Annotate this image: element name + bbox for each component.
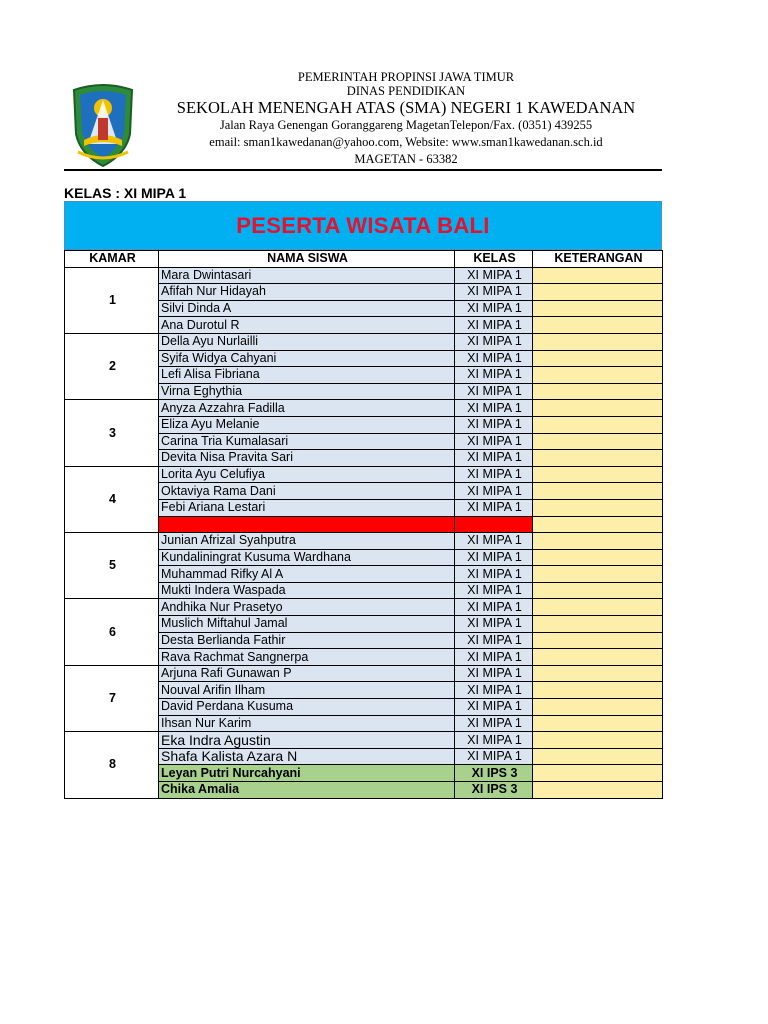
student-name-cell: Desta Berlianda Fathir <box>159 632 455 649</box>
student-name-cell <box>159 516 455 533</box>
contact-line: email: sman1kawedanan@yahoo.com, Website: www.sman1kawedanan.sch.id <box>209 135 603 149</box>
note-cell <box>533 599 663 616</box>
note-cell <box>533 383 663 400</box>
class-cell: XI MIPA 1 <box>455 499 533 516</box>
note-cell <box>533 333 663 350</box>
note-cell <box>533 682 663 699</box>
class-cell: XI MIPA 1 <box>455 582 533 599</box>
header-nama: NAMA SISWA <box>159 251 455 268</box>
room-number-cell: 2 <box>65 333 159 399</box>
student-name-cell: Muslich Miftahul Jamal <box>159 616 455 633</box>
student-name-cell: Anyza Azzahra Fadilla <box>159 400 455 417</box>
table-header-row <box>65 251 663 268</box>
class-cell: XI MIPA 1 <box>455 466 533 483</box>
room-number-cell: 6 <box>65 599 159 665</box>
class-cell: XI MIPA 1 <box>455 416 533 433</box>
note-cell <box>533 267 663 284</box>
class-cell: XI MIPA 1 <box>455 533 533 550</box>
note-cell <box>533 433 663 450</box>
room-number-cell: 7 <box>65 665 159 731</box>
class-cell: XI MIPA 1 <box>455 665 533 682</box>
class-cell: XI MIPA 1 <box>455 682 533 699</box>
student-name-cell: Afifah Nur Hidayah <box>159 284 455 301</box>
note-cell <box>533 665 663 682</box>
header-kelas: KELAS <box>455 251 533 268</box>
student-name-cell: David Perdana Kusuma <box>159 699 455 716</box>
table-row <box>65 333 663 350</box>
class-cell <box>455 516 533 533</box>
class-cell: XI MIPA 1 <box>455 267 533 284</box>
class-cell: XI MIPA 1 <box>455 400 533 417</box>
department-line: DINAS PENDIDIKAN <box>346 84 466 98</box>
student-name-cell: Febi Ariana Lestari <box>159 499 455 516</box>
class-cell: XI MIPA 1 <box>455 748 533 765</box>
student-name-cell: Eliza Ayu Melanie <box>159 416 455 433</box>
class-cell: XI MIPA 1 <box>455 433 533 450</box>
student-name-cell: Nouval Arifin Ilham <box>159 682 455 699</box>
note-cell <box>533 566 663 583</box>
table-row <box>65 599 663 616</box>
class-cell: XI MIPA 1 <box>455 383 533 400</box>
student-name-cell: Arjuna Rafi Gunawan P <box>159 665 455 682</box>
student-name-cell: Virna Eghythia <box>159 383 455 400</box>
table-row <box>65 466 663 483</box>
note-cell <box>533 533 663 550</box>
letterhead <box>64 66 662 170</box>
student-name-cell: Junian Afrizal Syahputra <box>159 533 455 550</box>
student-name-cell: Kundaliningrat Kusuma Wardhana <box>159 549 455 566</box>
student-name-cell: Andhika Nur Prasetyo <box>159 599 455 616</box>
student-name-cell: Ana Durotul R <box>159 317 455 334</box>
student-name-cell: Oktaviya Rama Dani <box>159 483 455 500</box>
room-number-cell: 4 <box>65 466 159 532</box>
student-name-cell: Rava Rachmat Sangnerpa <box>159 649 455 666</box>
header-keterangan: KETERANGAN <box>533 251 663 268</box>
student-name-cell: Devita Nisa Pravita Sari <box>159 450 455 467</box>
note-cell <box>533 748 663 765</box>
student-name-cell: Carina Tria Kumalasari <box>159 433 455 450</box>
note-cell <box>533 632 663 649</box>
student-name-cell: Ihsan Nur Karim <box>159 715 455 732</box>
table-body <box>65 267 663 798</box>
note-cell <box>533 649 663 666</box>
class-cell: XI MIPA 1 <box>455 317 533 334</box>
letterhead-text <box>150 66 662 168</box>
student-name-cell: Chika Amalia <box>159 782 455 799</box>
note-cell <box>533 317 663 334</box>
student-name-cell: Syifa Widya Cahyani <box>159 350 455 367</box>
note-cell <box>533 582 663 599</box>
class-cell: XI IPS 3 <box>455 782 533 799</box>
student-name-cell: Eka Indra Agustin <box>159 732 455 749</box>
room-number-cell: 5 <box>65 533 159 599</box>
city-line: MAGETAN - 63382 <box>354 152 458 166</box>
student-name-cell: Mara Dwintasari <box>159 267 455 284</box>
class-cell: XI MIPA 1 <box>455 699 533 716</box>
student-name-cell: Lefi Alisa Fibriana <box>159 367 455 384</box>
student-name-cell: Della Ayu Nurlailli <box>159 333 455 350</box>
class-heading: KELAS : XI MIPA 1 <box>64 185 187 201</box>
table-row <box>65 732 663 749</box>
student-name-cell: Mukti Indera Waspada <box>159 582 455 599</box>
address-line: Jalan Raya Genengan Goranggareng MagetanTelepon/Fax. (0351) 439255 <box>219 118 593 132</box>
class-cell: XI MIPA 1 <box>455 450 533 467</box>
class-cell: XI MIPA 1 <box>455 599 533 616</box>
note-cell <box>533 483 663 500</box>
student-name-cell: Leyan Putri Nurcahyani <box>159 765 455 782</box>
class-cell: XI MIPA 1 <box>455 566 533 583</box>
class-cell: XI MIPA 1 <box>455 549 533 566</box>
table-row <box>65 533 663 550</box>
class-cell: XI MIPA 1 <box>455 649 533 666</box>
note-cell <box>533 466 663 483</box>
table-row <box>65 267 663 284</box>
note-cell <box>533 499 663 516</box>
title-band <box>64 201 662 250</box>
room-number-cell: 3 <box>65 400 159 466</box>
note-cell <box>533 450 663 467</box>
letterhead-divider <box>64 169 662 171</box>
note-cell <box>533 549 663 566</box>
note-cell <box>533 616 663 633</box>
note-cell <box>533 367 663 384</box>
participant-table <box>64 250 663 799</box>
note-cell <box>533 715 663 732</box>
note-cell <box>533 416 663 433</box>
school-name: SEKOLAH MENENGAH ATAS (SMA) NEGERI 1 KAWEDANAN <box>176 98 636 117</box>
note-cell <box>533 284 663 301</box>
table-row <box>65 665 663 682</box>
note-cell <box>533 732 663 749</box>
student-name-cell: Muhammad Rifky Al A <box>159 566 455 583</box>
government-line: PEMERINTAH PROPINSI JAWA TIMUR <box>297 70 515 84</box>
class-cell: XI MIPA 1 <box>455 715 533 732</box>
note-cell <box>533 300 663 317</box>
note-cell <box>533 350 663 367</box>
class-cell: XI MIPA 1 <box>455 300 533 317</box>
note-cell <box>533 400 663 417</box>
room-number-cell: 1 <box>65 267 159 333</box>
class-cell: XI IPS 3 <box>455 765 533 782</box>
class-cell: XI MIPA 1 <box>455 367 533 384</box>
header-kamar: KAMAR <box>65 251 159 268</box>
note-cell <box>533 516 663 533</box>
page-title: PESERTA WISATA BALI <box>236 212 490 238</box>
student-name-cell: Silvi Dinda A <box>159 300 455 317</box>
note-cell <box>533 765 663 782</box>
class-cell: XI MIPA 1 <box>455 632 533 649</box>
student-name-cell: Lorita Ayu Celufiya <box>159 466 455 483</box>
class-cell: XI MIPA 1 <box>455 732 533 749</box>
class-cell: XI MIPA 1 <box>455 350 533 367</box>
class-cell: XI MIPA 1 <box>455 483 533 500</box>
east-java-crest-icon <box>68 82 138 168</box>
class-cell: XI MIPA 1 <box>455 616 533 633</box>
note-cell <box>533 699 663 716</box>
note-cell <box>533 782 663 799</box>
student-name-cell: Shafa Kalista Azara N <box>159 748 455 765</box>
room-number-cell: 8 <box>65 732 159 798</box>
class-cell: XI MIPA 1 <box>455 333 533 350</box>
class-cell: XI MIPA 1 <box>455 284 533 301</box>
table-row <box>65 400 663 417</box>
